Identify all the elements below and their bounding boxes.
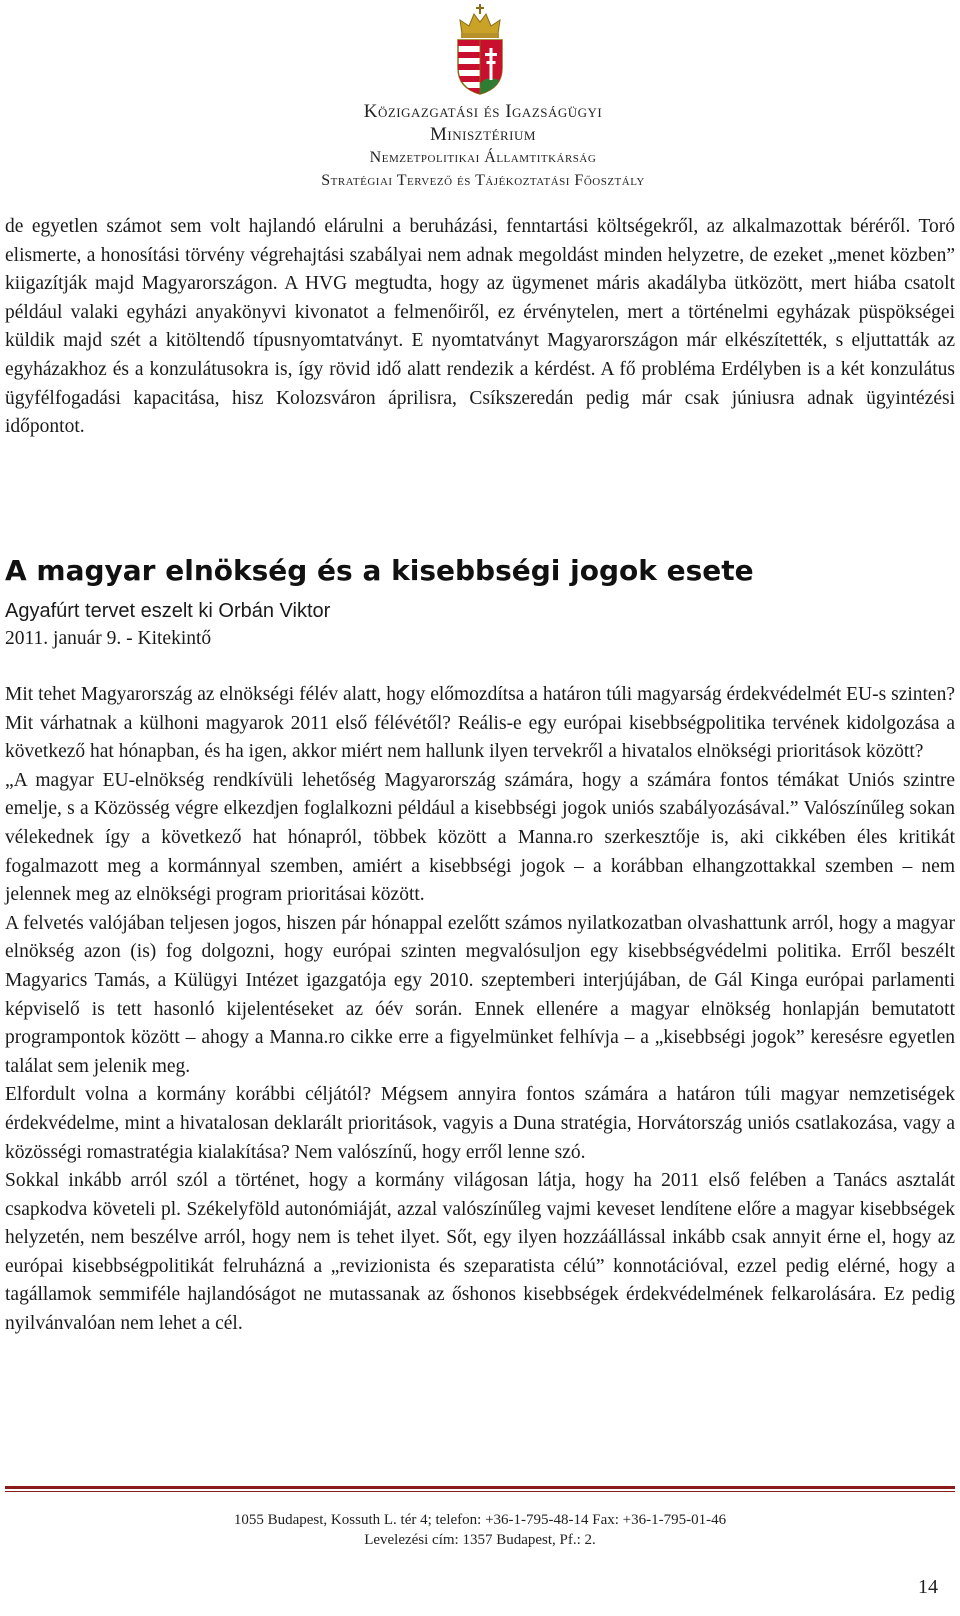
intro-paragraph: de egyetlen számot sem volt hajlandó elárulni a beruházási, fenntartási költségekről, az alkalmazottak béréről. Toró elismerte, a honosítási törvény végrehajtási szabályai nem adnak megoldást minden helyzetre, de ezeket „menet közben” kiigazítják majd Magyarországon. A HVG megtudta, hogy az ügymenet máris akadályba ütközött, mert hiába csatolt például valaki egyházi anyakönyvi kivonatot a felmenőiről, ez érvénytelen, mert a történelmi egyházak püspökségei küldik majd szét a kitöltendő típusnyomtatványt. E nyomtatványt Magyarországon már elkészítették, s eljuttatták az egyházakhoz és a konzulátusokra is, így rövid idő alatt rendezik a kérdést. A fő probléma Erdélyben is a két konzulátus ügyfélfogadási kapacitása, hisz Kolozsváron áprilisra, Csíkszeredán pedig már csak júniusra adnak ügyintézési időpontot.: [5, 216, 955, 438]
article-paragraph: Elfordult volna a kormány korábbi céljától? Mégsem annyira fontos számára a határon túli magyar nemzetiségek érdekvédelme, mint a hivatalosan deklarált prioritások, vagyis a Duna stratégia, Horvátország uniós csatlakozása, vagy a közösségi romastratégia kialakítása? Nem valószínű, hogy erről lenne szó.: [5, 1084, 955, 1163]
article-subtitle: Agyafúrt tervet eszelt ki Orbán Viktor: [5, 600, 331, 622]
article-body: [5, 681, 955, 1339]
article-paragraph: Sokkal inkább arról szól a történet, hogy a kormány világosan látja, hogy ha 2011 első felében a Tanács asztalát csapkodva követeli pl. Székelyföld autonómiáját, azzal valószínűleg vajmi keveset lendítene előre a magyar kisebbségek helyzetén, nem beszélve arról, hogy nem is tehet ilyet. Sőt, egy ilyen hozzáállással inkább csak annyit érne el, hogy az európai kisebbségpolitikát felruházná a „revizionista és szeparatista célú” konnotációval, ezzel pedig elérné, hogy a tagállamok semmiféle hajlandóságot ne mutassanak az őshonos kisebbségek érdekvédelmének felkarolására. Ez pedig nyilvánvalóan nem lehet a cél.: [5, 1170, 955, 1335]
article-title: A magyar elnökség és a kisebbségi jogok esete: [5, 554, 754, 587]
article-dateline: 2011. január 9. - Kitekintő: [5, 628, 212, 649]
intro-section: [5, 213, 955, 442]
article-paragraph: A felvetés valójában teljesen jogos, hiszen pár hónappal ezelőtt számos nyilatkozatban olvashattunk arról, hogy a magyar elnökség azon (is) fog dolgozni, hogy európai szinten megvalósuljon egy kisebbségvédelmi politika. Erről beszélt Magyarics Tamás, a Külügyi Intézet igazgatója egy 2010. szeptemberi interjújában, de Gál Kinga európai parlamenti képviselő is tett hasonló kijelentéseket az óév során. Ennek ellenére a magyar elnökség honlapján bemutatott programpontok között – ahogy a Manna.ro cikke erre a figyelmünket felhívja – a „kisebbségi jogok” keresésre egyetlen találat sem jelenik meg.: [5, 912, 955, 1077]
ministry-line-3: Nemzetpolitikai Államtitkárság: [369, 149, 597, 166]
ministry-line-1: Közigazgatási és Igazságügyi: [363, 101, 603, 122]
page-number: 14: [918, 1576, 938, 1598]
footer-divider-thin: [5, 1491, 955, 1492]
footer: [5, 1510, 955, 1550]
ministry-line-4: Stratégiai Tervező és Tájékoztatási Főosztály: [321, 172, 645, 189]
footer-mail-address: Levelezési cím: 1357 Budapest, Pf.: 2.: [364, 1532, 596, 1548]
footer-address: 1055 Budapest, Kossuth L. tér 4; telefon: +36-1-795-48-14 Fax: +36-1-795-01-46: [233, 1512, 727, 1528]
article-paragraph: „A magyar EU-elnökség rendkívüli lehetőség Magyarország számára, hogy a számára fontos témákat Uniós szintre emelje, s a Közösség végre elkezdjen foglalkozni például a kisebbségi jogok uniós szabályozásával.” Valószínűleg sokan vélekednek így a következő hat hónapról, többek között a Manna.ro szerkesztője is, aki cikkében éles kritikát fogalmazott meg a kormánnyal szemben, amiért a kisebbségi jogok – a korábban elhangzottakkal szemben – nem jelennek meg az elnökségi program prioritásai között.: [5, 769, 955, 906]
hungarian-coat-of-arms-logo: [452, 4, 508, 96]
letterhead: [0, 0, 960, 190]
footer-divider: [5, 1486, 955, 1489]
ministry-line-2: Minisztérium: [430, 124, 536, 145]
article-paragraph: Mit tehet Magyarország az elnökségi félév alatt, hogy előmozdítsa a határon túli magyarság érdekvédelmét EU-s szinten? Mit várhatnak a külhoni magyarok 2011 első félévétől? Reális-e egy európai kisebbségpolitika tervének kidolgozása a következő hat hónapban, és ha igen, akkor miért nem hallunk ilyen tervekről a hivatalos elnökségi prioritások között?: [5, 684, 955, 763]
ministry-name: [258, 100, 708, 192]
